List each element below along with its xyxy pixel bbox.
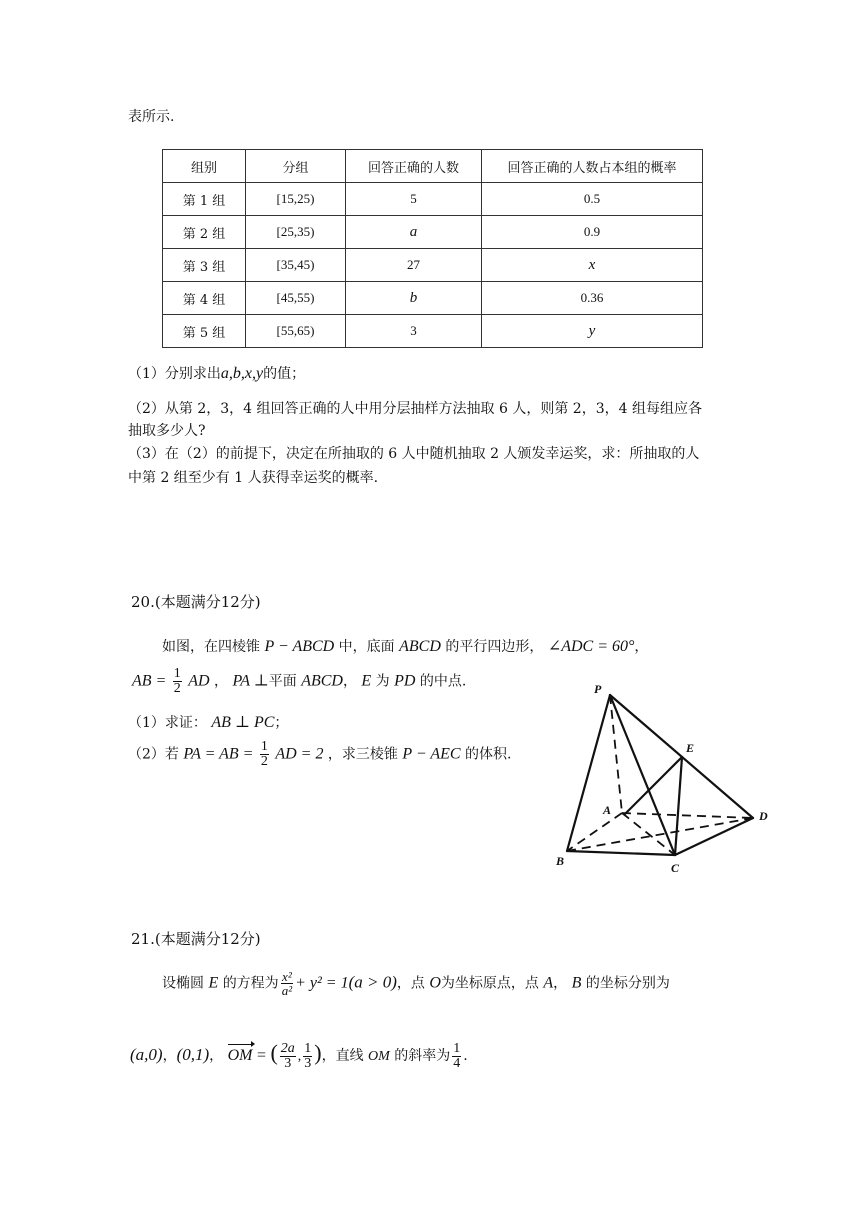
fraction: $\frac{2a}{3}$	[280, 1040, 295, 1071]
q20-line2: AB = $\frac{1}{2}$ AD ， PA ⊥平面 ABCD， E 为 PD 的中点.	[132, 666, 467, 696]
q20-part2: （2）若 PA = AB = $\frac{1}{2}$ AD = 2 ，求三棱锥 P − AEC 的体积.	[128, 739, 512, 769]
vertex-label-c: C	[671, 861, 680, 875]
q20-title: 20.(本题满分12分)	[131, 593, 261, 611]
table-cell: [45,55)	[246, 282, 346, 315]
vertex-label-a: A	[603, 803, 612, 817]
intro-text: 表所示.	[128, 109, 175, 125]
data-table	[162, 149, 703, 348]
table-header: 组别	[163, 150, 246, 183]
table-cell: b	[346, 282, 482, 315]
q21-title: 21.(本题满分12分)	[131, 930, 261, 948]
table-cell: 27	[346, 249, 482, 282]
table-cell: [55,65)	[246, 315, 346, 348]
table-header: 回答正确的人数	[346, 150, 482, 183]
vector-om: OM	[227, 1047, 253, 1064]
table-cell: 第 4 组	[163, 282, 246, 315]
fraction: $\frac{1}{4}$	[453, 1040, 461, 1071]
q21-line1: 设椭圆 E 的方程为 $\frac{\text{x²}}{\text{a²}}$ + y² = 1(a > 0)，点 O为坐标原点，点 A， B 的坐标分别为	[162, 969, 670, 998]
table-row	[163, 183, 703, 216]
vertex-label-b: B	[556, 854, 565, 868]
q19-part3-line1: （3）在（2）的前提下，决定在所抽取的 6 人中随机抽取 2 人颁发幸运奖，求：所抽取的人	[128, 446, 700, 462]
q19-part2-line2: 抽取多少人?	[128, 423, 206, 439]
fraction: $\frac{1}{3}$	[304, 1040, 312, 1071]
vertex-label-e: E	[686, 741, 695, 755]
q19-part2-line1: （2）从第 2，3，4 组回答正确的人中用分层抽样方法抽取 6 人，则第 2，3，4 组每组应各	[128, 401, 702, 417]
table-header: 回答正确的人数占本组的概率	[482, 150, 703, 183]
table-cell: 第 5 组	[163, 315, 246, 348]
fraction: $\frac{\text{x²}}{\text{a²}}$	[281, 969, 293, 998]
table-cell: a	[346, 216, 482, 249]
table-cell: 第 1 组	[163, 183, 246, 216]
q21-line2: (a,0)，(0,1)， OM = ( $\frac{2a}{3}$ , $\frac{1}{3}$ )，直线 OM 的斜率为 $\frac{1}{4}$ .	[130, 1040, 468, 1071]
table-row	[163, 216, 703, 249]
table-cell: 5	[346, 183, 482, 216]
table-cell: 第 2 组	[163, 216, 246, 249]
fraction: $\frac{1}{2}$	[260, 739, 268, 769]
table-cell: [25,35)	[246, 216, 346, 249]
pyramid-figure	[545, 675, 785, 880]
table-cell: 第 3 组	[163, 249, 246, 282]
table-cell: [35,45)	[246, 249, 346, 282]
table-cell: 0.5	[482, 183, 703, 216]
table-cell: 0.36	[482, 282, 703, 315]
table-cell: [15,25)	[246, 183, 346, 216]
q20-line1: 如图，在四棱锥 P − ABCD 中，底面 ABCD 的平行四边形， ∠ADC = 60°，	[162, 638, 649, 655]
table-row	[163, 282, 703, 315]
table-header-row	[163, 150, 703, 183]
table-row	[163, 315, 703, 348]
table-cell: 0.9	[482, 216, 703, 249]
table-cell: x	[482, 249, 703, 282]
table-header: 分组	[246, 150, 346, 183]
q19-part1: （1）分别求出a,b,x,y的值；	[128, 365, 306, 382]
vertex-label-d: D	[759, 809, 768, 823]
table-cell: 3	[346, 315, 482, 348]
vertex-label-p: P	[594, 682, 602, 696]
q19-part3-line2: 中第 2 组至少有 1 人获得幸运奖的概率.	[128, 470, 379, 486]
table-row	[163, 249, 703, 282]
q20-part1: （1）求证： AB ⊥ PC；	[128, 714, 289, 731]
table-cell: y	[482, 315, 703, 348]
fraction: $\frac{1}{2}$	[173, 666, 181, 696]
